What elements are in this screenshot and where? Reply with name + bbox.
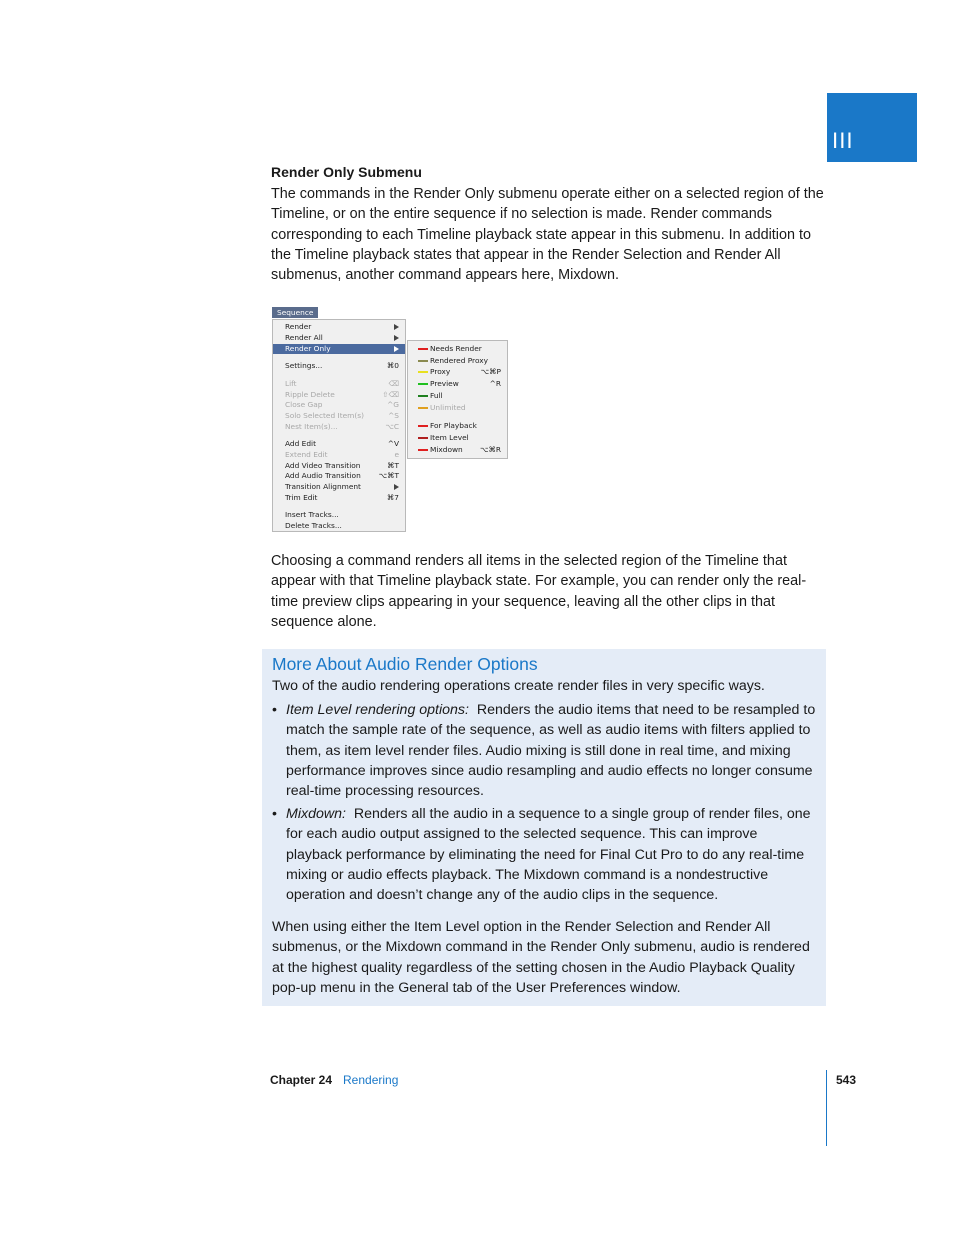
sidebar-outro: When using either the Item Level option in the Render Selection and Render All submenus, or the Mixdown command in the Render Only submenu, audio is rendered at the highest quality regardless of the setting chosen in the Audio Playback Quality pop-up menu in the General tab of the User Preferences window.: [272, 919, 810, 996]
menu-item-label: Delete Tracks...: [285, 521, 342, 530]
menu-item-label: Close Gap: [285, 400, 323, 409]
menu-item-label: Render Only: [285, 344, 331, 353]
submenu-item-mixdown[interactable]: [408, 444, 507, 455]
menu-item-transition-alignment[interactable]: [273, 482, 405, 492]
proxy-swatch: [418, 371, 428, 373]
submenu-item-label: Unlimited: [430, 403, 466, 412]
menu-item-label: Insert Tracks...: [285, 510, 339, 519]
section-heading: Render Only Submenu: [271, 164, 422, 180]
menu-item-extend-edit: [273, 450, 405, 460]
submenu-item-shortcut: ⌥⌘P: [480, 367, 501, 376]
sidebar-title: More About Audio Render Options: [272, 654, 538, 674]
bullet-text: Renders all the audio in a sequence to a single group of render files, one for each audio output assigned to the selected sequence. This can improve playback performance by eliminating the need for Final Cut Pro to do any real-time mixing or audio effects playback. The Mixdown command is a nondestructive operation and doesn’t change any of the audio clips in the sequence.: [286, 806, 811, 904]
menu-item-insert-tracks[interactable]: [273, 510, 405, 520]
submenu-item-label: Full: [430, 391, 443, 400]
for-playback-swatch: [418, 425, 428, 427]
menu-item-delete-tracks[interactable]: [273, 521, 405, 531]
menu-item-shortcut: ^G: [387, 400, 399, 409]
preview-swatch: [418, 383, 428, 385]
menu-item-ripple-delete: [273, 390, 405, 400]
menu-item-label: Render: [285, 322, 312, 331]
menu-item-render-all[interactable]: [273, 333, 405, 343]
submenu-item-item-level[interactable]: [408, 432, 507, 443]
menu-item-nest-items: [273, 422, 405, 432]
submenu-arrow-icon: [394, 324, 399, 330]
submenu-item-label: Preview: [430, 379, 459, 388]
submenu-arrow-icon: [394, 484, 399, 490]
menu-item-shortcut: ⌫: [388, 379, 399, 388]
render-only-submenu: [407, 340, 508, 459]
menu-item-label: Transition Alignment: [285, 482, 361, 491]
menu-item-shortcut: ⌘0: [386, 361, 399, 370]
menu-item-settings[interactable]: [273, 361, 405, 371]
menu-title: Sequence: [272, 307, 318, 318]
submenu-arrow-icon: [394, 335, 399, 341]
sequence-menu: [272, 319, 406, 532]
submenu-arrow-icon: [394, 346, 399, 352]
submenu-item-label: For Playback: [430, 421, 477, 430]
menu-item-label: Settings...: [285, 361, 323, 370]
bullet-body: [286, 700, 817, 801]
menu-item-label: Lift: [285, 379, 297, 388]
sidebar-bullet: [272, 804, 817, 905]
needs-render-swatch: [418, 348, 428, 350]
bullet-body: [286, 804, 817, 905]
submenu-item-label: Needs Render: [430, 344, 482, 353]
page-number: 543: [836, 1073, 857, 1087]
footer-divider: [826, 1070, 827, 1146]
menu-item-label: Ripple Delete: [285, 390, 335, 399]
menu-item-shortcut: ⌥C: [385, 422, 399, 431]
rendered-proxy-swatch: [418, 360, 428, 362]
menu-item-label: Add Audio Transition: [285, 471, 361, 480]
menu-item-render-only[interactable]: [273, 344, 405, 354]
sidebar-intro: Two of the audio rendering operations create render files in very specific ways.: [272, 678, 765, 694]
menu-item-shortcut: ⌘T: [387, 461, 399, 470]
menu-item-label: Trim Edit: [285, 493, 318, 502]
menu-item-shortcut: e: [394, 450, 399, 459]
menu-item-shortcut: ^V: [387, 439, 399, 448]
menu-item-shortcut: ⇧⌫: [382, 390, 399, 399]
menu-item-shortcut: ^S: [388, 411, 399, 420]
paragraph-2: Choosing a command renders all items in the selected region of the Timeline that appear with that Timeline playback state. For example, you can render only the real-time preview clips appearing in your sequence, leaving all the other clips in that sequence alone.: [271, 553, 807, 630]
submenu-item-shortcut: ⌥⌘R: [479, 445, 501, 454]
submenu-item-preview[interactable]: [408, 378, 507, 389]
submenu-item-label: Mixdown: [430, 445, 463, 454]
bullet-icon: •: [272, 806, 277, 822]
menu-item-label: Solo Selected Item(s): [285, 411, 364, 420]
menu-item-add-edit[interactable]: [273, 439, 405, 449]
bullet-text: Renders the audio items that need to be resampled to match the sample rate of the sequence, as well as audio items with filters applied to them, as item level render files. Audio mixing is still done in real time, and mixing performance improves since audio resampling and audio effects no longer consume real-time processing resources.: [286, 702, 816, 800]
unlimited-swatch: [418, 407, 428, 409]
audio-render-sidebar: [262, 649, 826, 1006]
full-swatch: [418, 395, 428, 397]
footer-chapter: Chapter 24: [270, 1073, 333, 1087]
menu-item-label: Add Edit: [285, 439, 316, 448]
menu-item-label: Extend Edit: [285, 450, 328, 459]
bullet-icon: •: [272, 702, 277, 718]
menu-item-trim-edit[interactable]: [273, 493, 405, 503]
submenu-item-for-playback[interactable]: [408, 420, 507, 431]
menu-item-add-video-transition[interactable]: [273, 461, 405, 471]
sidebar-bullet: [272, 700, 817, 801]
menu-item-label: Nest Item(s)...: [285, 422, 338, 431]
menu-item-label: Render All: [285, 333, 323, 342]
submenu-item-needs-render[interactable]: [408, 343, 507, 354]
submenu-item-full[interactable]: [408, 390, 507, 401]
menu-item-shortcut: ⌘7: [386, 493, 399, 502]
menu-item-add-audio-transition[interactable]: [273, 471, 405, 481]
submenu-item-unlimited: [408, 402, 507, 413]
submenu-item-label: Item Level: [430, 433, 469, 442]
submenu-item-label: Proxy: [430, 367, 451, 376]
submenu-item-proxy[interactable]: [408, 366, 507, 377]
mixdown-swatch: [418, 449, 428, 451]
item-level-swatch: [418, 437, 428, 439]
menu-item-lift: [273, 379, 405, 389]
menu-item-label: Add Video Transition: [285, 461, 361, 470]
menu-item-render[interactable]: [273, 322, 405, 332]
submenu-item-rendered-proxy[interactable]: [408, 355, 507, 366]
bullet-term: Item Level rendering options:: [286, 702, 469, 718]
part-tab: III: [827, 93, 917, 162]
submenu-item-label: Rendered Proxy: [430, 356, 488, 365]
paragraph-1: The commands in the Render Only submenu operate either on a selected region of the Timeline, or on the entire sequence if no selection is made. Render commands corresponding to each Timeline playback state appear in this submenu. In addition to the Timeline playback states that appear in the Render Selection and Render All submenus, another command appears here, Mixdown.: [271, 186, 824, 284]
menu-item-shortcut: ⌥⌘T: [378, 471, 399, 480]
bullet-term: Mixdown:: [286, 806, 346, 822]
footer-chapter-name: Rendering: [343, 1073, 399, 1087]
menu-item-close-gap: [273, 400, 405, 410]
menu-item-solo-selected: [273, 411, 405, 421]
submenu-item-shortcut: ^R: [489, 379, 501, 388]
